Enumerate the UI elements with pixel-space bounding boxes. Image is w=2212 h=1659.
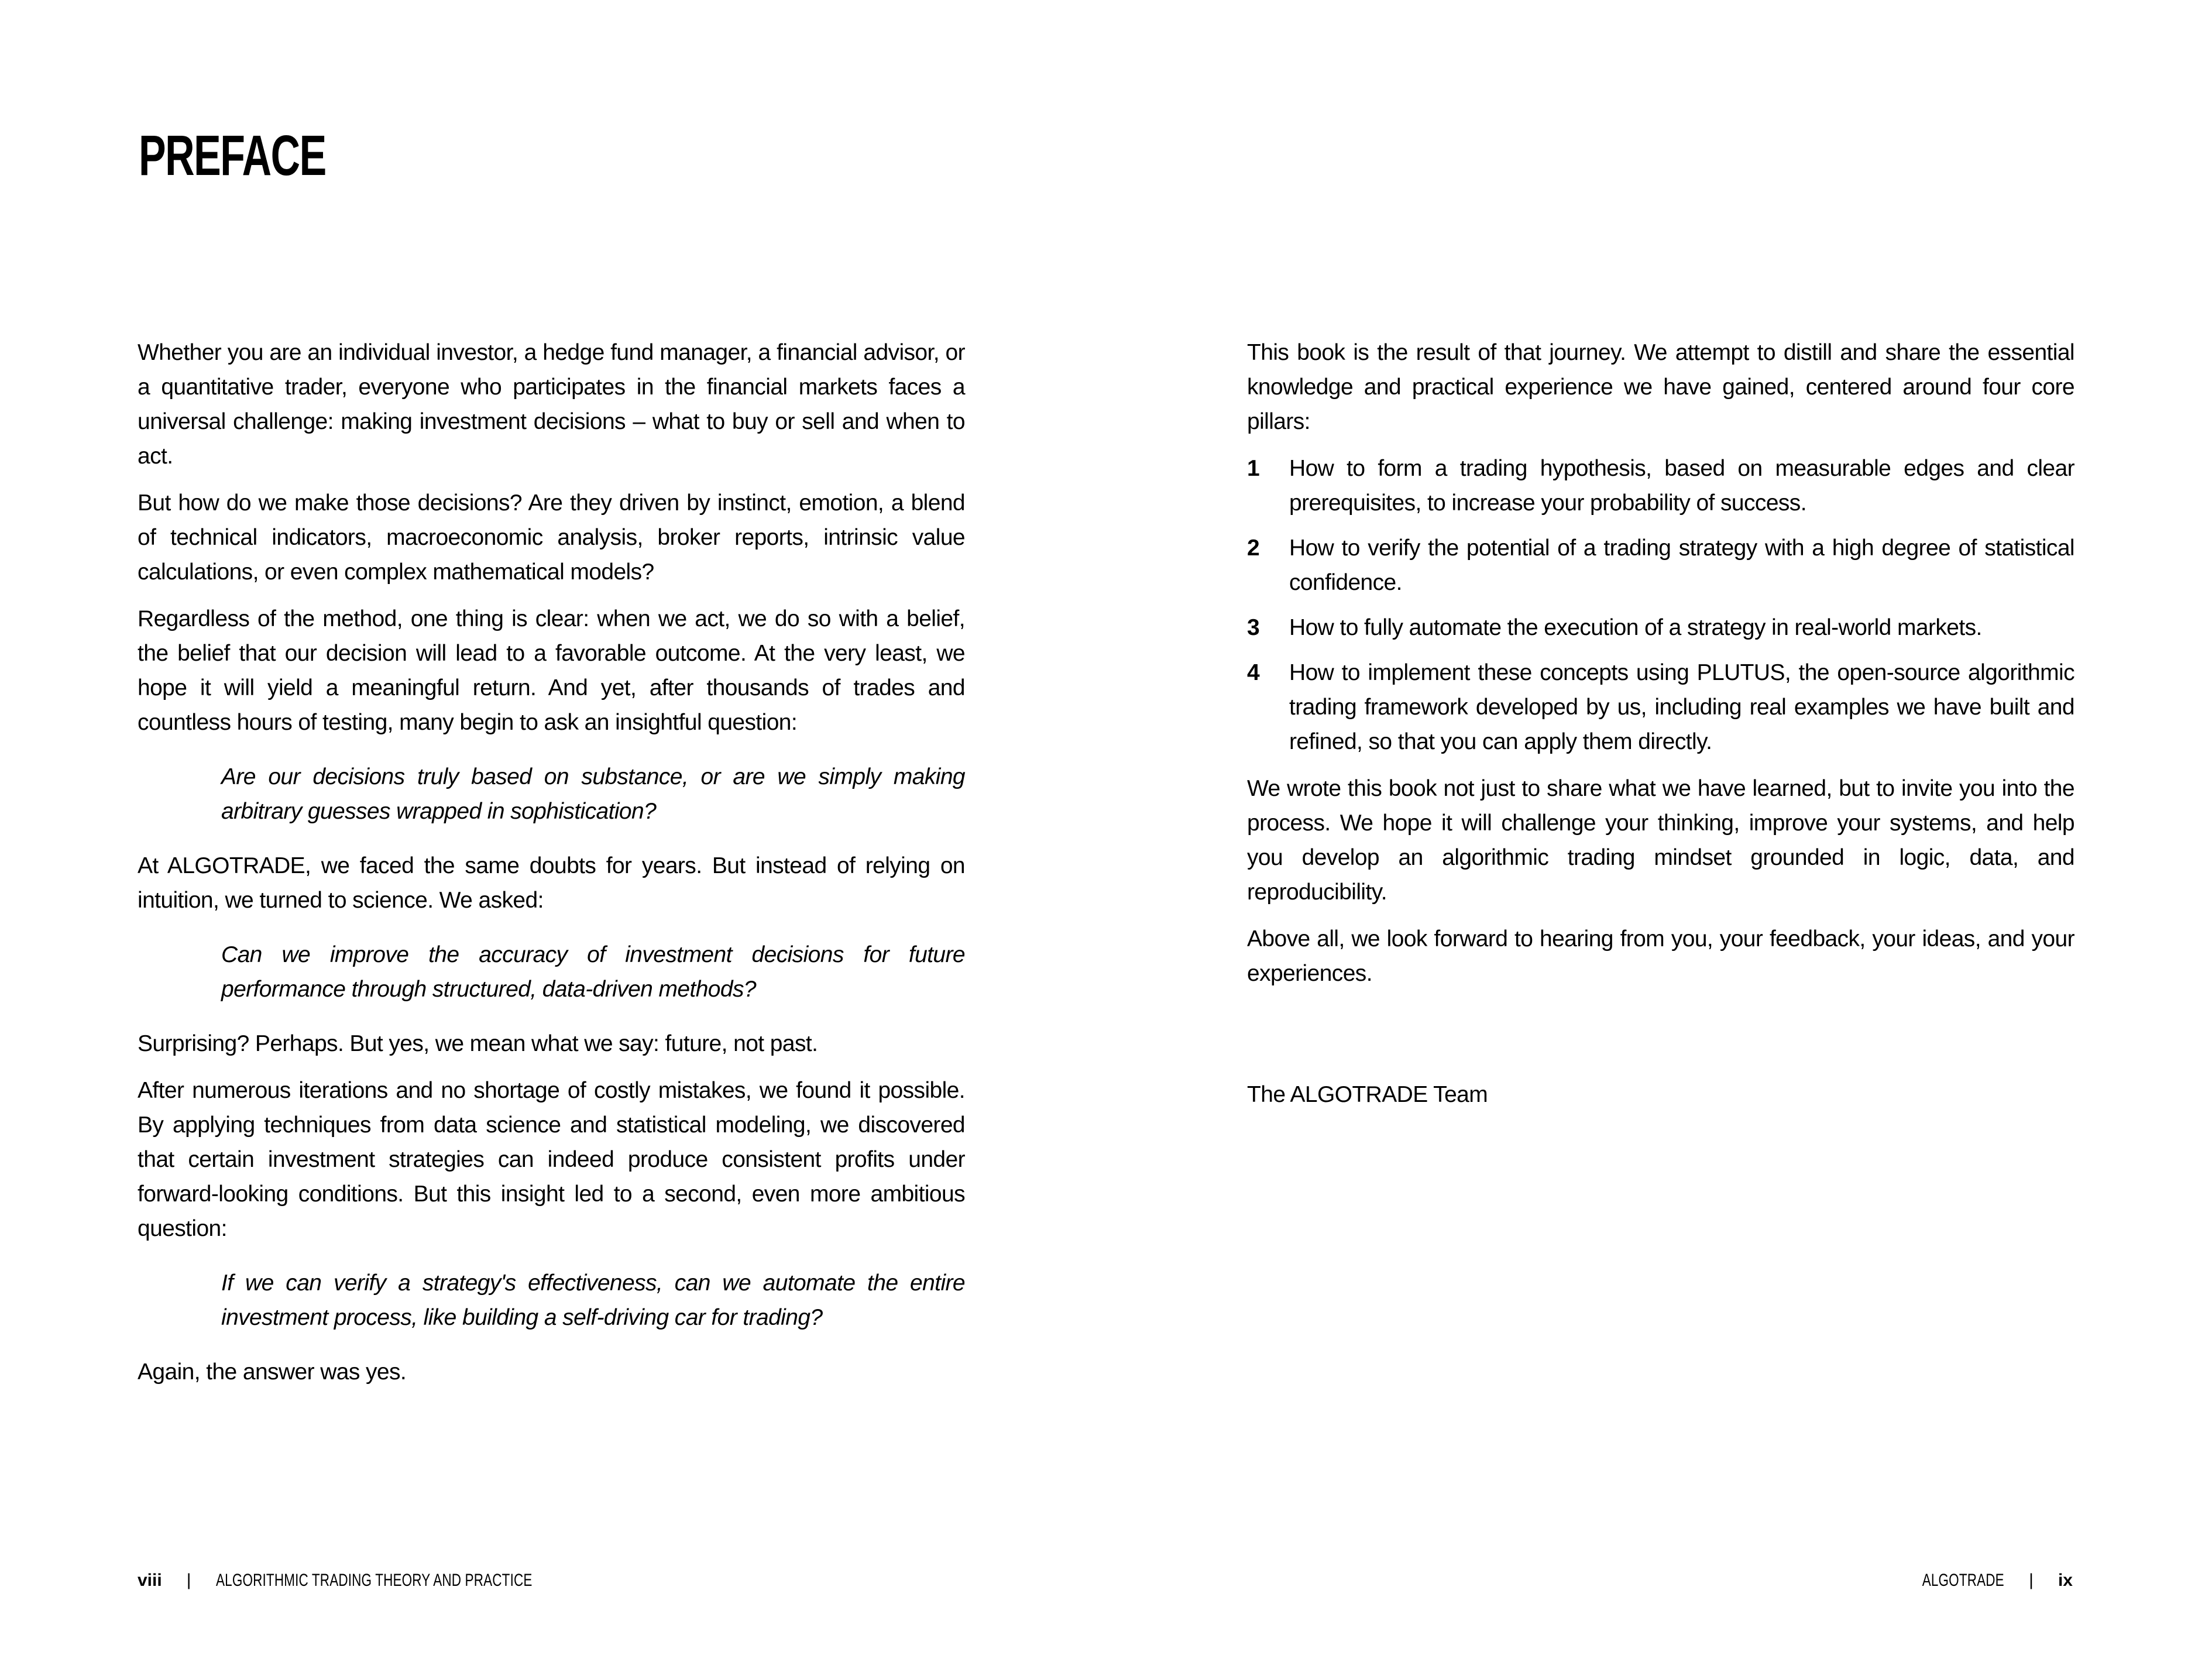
blockquote: Can we improve the accuracy of investment decisions for future performance through structured, data-driven methods? bbox=[221, 942, 965, 1002]
list-item bbox=[1247, 610, 2074, 645]
paragraph: Whether you are an individual investor, a hedge fund manager, a financial advisor, or a quantitative trader, everyone who participates in the financial markets faces a universal challenge: making investment decisions – what to buy or sell and when to act. bbox=[138, 340, 965, 469]
paragraph: At ALGOTRADE, we faced the same doubts for years. But instead of relying on intuition, we turned to science. We asked: bbox=[138, 853, 965, 913]
signoff: The ALGOTRADE Team bbox=[1247, 1082, 1488, 1107]
list-item-number: 4 bbox=[1247, 660, 1260, 685]
right-column bbox=[1247, 335, 2074, 1124]
list-item bbox=[1247, 451, 2074, 520]
list-item-text: How to form a trading hypothesis, based on measurable edges and clear prerequisites, to increase your probability of success. bbox=[1289, 456, 2074, 516]
footer-brand: ALGOTRADE bbox=[1922, 1571, 2005, 1590]
list-item-text: How to verify the potential of a trading strategy with a high degree of statistical confidence. bbox=[1289, 535, 2074, 595]
blockquote: Are our decisions truly based on substance, or are we simply making arbitrary guesses wrapped in sophistication? bbox=[221, 764, 965, 824]
page-title: PREFACE bbox=[139, 123, 326, 187]
list-item-number: 3 bbox=[1247, 615, 1260, 640]
ordered-list bbox=[1247, 451, 2074, 759]
list-item bbox=[1247, 531, 2074, 600]
paragraph: Again, the answer was yes. bbox=[138, 1359, 407, 1385]
paragraph: Surprising? Perhaps. But yes, we mean what we say: future, not past. bbox=[138, 1031, 818, 1056]
list-item-text: How to fully automate the execution of a strategy in real-world markets. bbox=[1289, 615, 1982, 640]
paragraph: After numerous iterations and no shortage of costly mistakes, we found it possible. By applying techniques from data science and statistical modeling, we discovered that certain investment strategies can indeed produce consistent profits under forward-looking conditions. But this insight led to a second, even more ambitious question: bbox=[138, 1078, 965, 1241]
paragraph: Above all, we look forward to hearing from you, your feedback, your ideas, and your experiences. bbox=[1247, 926, 2074, 986]
list-item bbox=[1247, 655, 2074, 759]
footer-right bbox=[1895, 1572, 2073, 1589]
paragraph: Regardless of the method, one thing is clear: when we act, we do so with a belief, the belief that our decision will lead to a favorable outcome. At the very least, we hope it will yield a meaningful return. And yet, after thousands of trades and countless hours of testing, many begin to ask an insightful question: bbox=[138, 606, 965, 735]
paragraph: We wrote this book not just to share what we have learned, but to invite you into the process. We hope it will challenge your thinking, improve your systems, and help you develop an algorithmic trading mindset grounded in logic, data, and reproducibility. bbox=[1247, 776, 2074, 905]
list-item-number: 2 bbox=[1247, 535, 1260, 561]
footer-separator: | bbox=[186, 1571, 191, 1590]
footer-left bbox=[138, 1572, 637, 1589]
list-item-text: How to implement these concepts using PLUTUS, the open-source algorithmic trading framework developed by us, including real examples we have built and refined, so that you can apply them directly. bbox=[1289, 660, 2074, 754]
left-column bbox=[138, 335, 965, 1402]
footer-separator: | bbox=[2029, 1571, 2034, 1590]
footer-page-number: viii bbox=[138, 1571, 162, 1590]
paragraph: But how do we make those decisions? Are they driven by instinct, emotion, a blend of technical indicators, macroeconomic analysis, broker reports, intrinsic value calculations, or even complex mathematical models? bbox=[138, 490, 965, 585]
footer-book-title: ALGORITHMIC TRADING THEORY AND PRACTICE bbox=[215, 1571, 533, 1590]
paragraph: This book is the result of that journey. We attempt to distill and share the essential knowledge and practical experience we have gained, centered around four core pillars: bbox=[1247, 340, 2074, 434]
list-item-number: 1 bbox=[1247, 456, 1260, 481]
footer-page-number: ix bbox=[2058, 1571, 2073, 1590]
blockquote: If we can verify a strategy's effectiveness, can we automate the entire investment process, like building a self-driving car for trading? bbox=[221, 1270, 965, 1330]
